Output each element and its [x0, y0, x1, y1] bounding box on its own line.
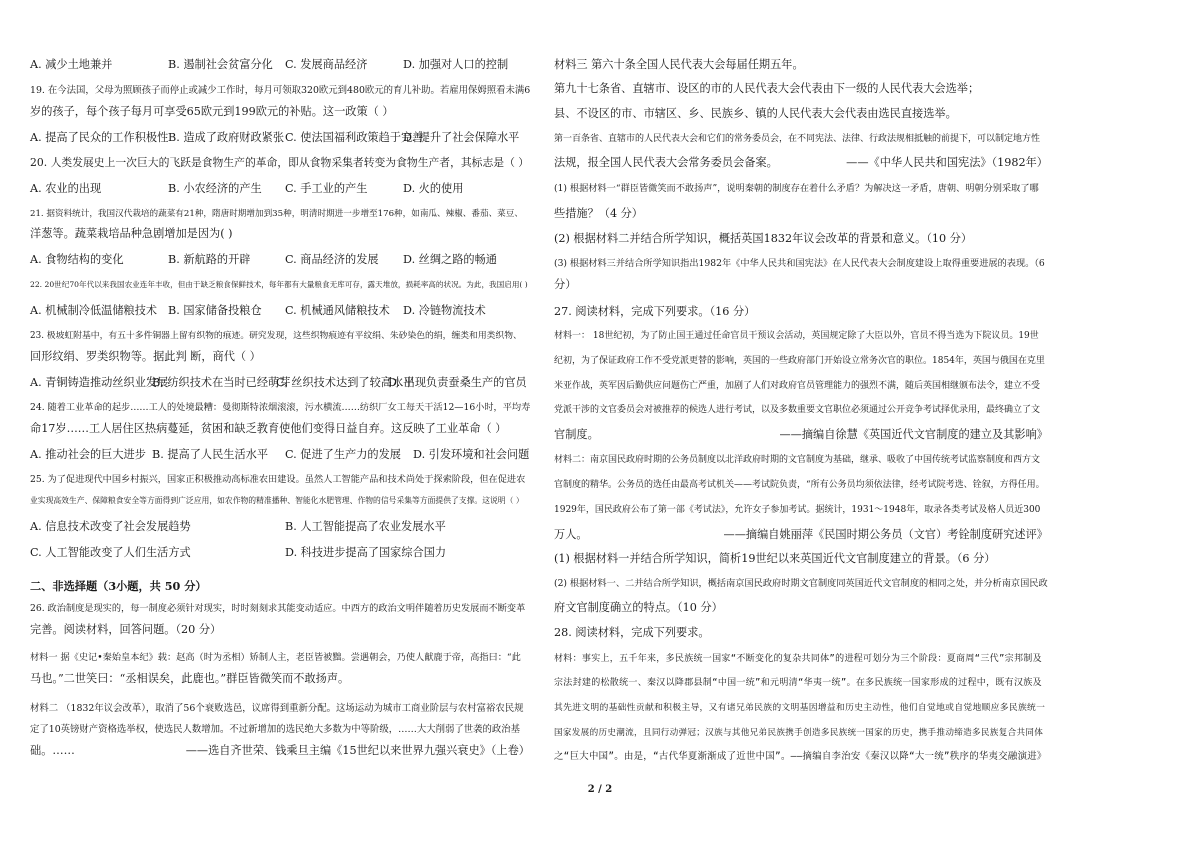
q25-option-a: A. 信息技术改变了社会发展趋势: [30, 520, 191, 533]
q27-material-1-line-5: 官制度。: [554, 428, 599, 441]
q24-options: [30, 448, 530, 462]
q24-option-d: D. 引发环境和社会问题: [413, 448, 530, 461]
q27-sub-2-line-1: (2) 根据材料一、二并结合所学知识，概括南京国民政府时期文官制度同英国近代文官制度的相同之处，并分析南京国民政: [554, 578, 1048, 589]
q21-line-1: 21. 据资料统计，我国汉代栽培的蔬菜有21种，隋唐时期增加到35种，明清时期进一步增至176种，如南瓜、辣椒、番茄、菜豆、: [30, 209, 523, 219]
q26-sub-3-line-2: 分）: [554, 278, 577, 291]
q26-material-2-line-1: 材料二 （1832年议会改革），取消了56个衰败选邑，议席得到重新分配。这场运动为城市工商业阶层与农村富裕农民规: [30, 703, 524, 714]
q27-material-2-line-2: 官制度的精华。公务员的选任由最高考试机关——考试院负责，“所有公务员均须依法律，经考试院考选、铨叙，方得任用。: [554, 480, 1045, 490]
q19-option-c: C. 使法国福利政策趋于完善: [285, 131, 424, 144]
q28-material-line-3: 其先进文明的基础性贡献和积极主导，又有诸兄弟民族的文明基因增益和历史主动性，他们自觉地或自觉地顺应多民族统一: [554, 703, 1046, 713]
section-2-title: 二、非选择题（3小题，共 50 分）: [30, 579, 207, 593]
q23-line-2: 回形纹绢、罗类织物等。据此判 断，商代（ ）: [30, 350, 261, 363]
q25-option-c: C. 人工智能改变了人们生活方式: [30, 546, 191, 559]
q20-option-b: B. 小农经济的产生: [168, 182, 262, 195]
q20-line: 20. 人类发展史上一次巨大的飞跃是食物生产的革命，即从食物采集者转变为食物生产者，其标志是（ ）: [30, 156, 530, 169]
q27-material-1-line-1: 材料一： 18世纪初，为了防止国王通过任命官员干预议会活动，英国规定除了大臣以外，官员不得当选为下院议员。19世: [554, 331, 1039, 341]
q19-line-1: 19. 在今法国，父母为照顾孩子而停止或减少工作时，每月可领取320欧元到480欧元的育儿补助。若雇用保姆照看未满6: [30, 85, 531, 96]
q27-material-2-line-3: 1929年，国民政府公布了第一部《考试法》，允许女子参加考试。据统计，1931～1948年，取录各类考试及格人员近300: [554, 505, 1041, 515]
q26-material-1-line-1: 材料一 据《史记•秦始皇本纪》载：赵高（时为丞相）矫制人主，老臣皆被黜。尝遇朝会，乃使人献鹿于帝，高指曰：“此: [30, 652, 521, 663]
q27-material-1-line-4: 党派干涉的文官委员会对被推荐的候选人进行考试，以及多数重要文官职位必须通过公开竞争考试择优录用，最终确立了文: [554, 405, 1041, 415]
q19-line-2: 岁的孩子，每个孩子每月可享受65欧元到199欧元的补贴。这一政策（ ）: [30, 105, 394, 118]
q23-option-c: C. 丝织技术达到了较高水平: [276, 376, 415, 389]
q25-option-d: D. 科技进步提高了国家综合国力: [285, 546, 447, 559]
q18-option-a: A. 减少土地兼并: [30, 58, 113, 71]
q18-options: [30, 58, 530, 72]
q19-option-a: A. 提高了民众的工作积极性: [30, 131, 169, 144]
q24-line-2: 命17岁……工人居住区热病蔓延，贫困和缺乏教育使他们变得日益自弃。这反映了工业革命（ ）: [30, 422, 507, 435]
q27-material-2-source: ——摘编自姚丽萍《民国时期公务员（文官）考铨制度研究述评》: [723, 528, 1048, 541]
q22-line: 22. 20世纪70年代以来我国农业连年丰收，但由于缺乏粮食保鲜技术，每年都有大量粮食无库可存，露天堆放，损耗率高的状况。为此，我国启用( ): [30, 280, 528, 289]
q26-material-2-line-2: 定了10英镑财产资格选举权，使选民人数增加。不过新增加的选民绝大多数为中等阶级，……大大削弱了世袭的政治基: [30, 724, 521, 735]
q22-option-d: D. 冷链物流技术: [403, 304, 486, 317]
q18-option-b: B. 遏制社会贫富分化: [168, 58, 273, 71]
q28-material-line-5: 之“巨大中国”。由是，“古代华夏渐渐成了近世中国”。——摘编自李治安《秦汉以降“大一统”秩序的华夷交融演进》: [554, 751, 1047, 762]
q21-line-2: 洋葱等。蔬菜栽培品种急剧增加是因为( ): [30, 227, 233, 240]
q27-sub-1: (1) 根据材料一并结合所学知识，简析19世纪以来英国近代文官制度建立的背景。（6 分）: [554, 552, 996, 565]
q19-option-b: B. 造成了政府财政紧张: [168, 131, 285, 144]
q23-option-d: D. 出现负责蚕桑生产的官员: [388, 376, 527, 389]
q22-option-a: A. 机械制冷低温储粮技术: [30, 304, 158, 317]
q23-options: [30, 376, 530, 390]
q26-sub-3-line-1: (3) 根据材料三并结合所学知识指出1982年《中华人民共和国宪法》在人民代表大会制度建设上取得重要进展的表现。（6: [554, 258, 1045, 269]
q27-title: 27. 阅读材料，完成下列要求。（16 分）: [554, 305, 756, 318]
q21-option-a: A. 食物结构的变化: [30, 253, 124, 266]
q20-options: [30, 182, 530, 196]
q20-option-a: A. 农业的出现: [30, 182, 102, 195]
q27-material-1-source: ——摘编自徐慧《英国近代文官制度的建立及其影响》: [779, 428, 1048, 441]
q26-line-1: 26. 政治制度是现实的，每一制度必须针对现实，时时刻刻求其能变动适应。中西方的政治文明伴随着历史发展而不断变革: [30, 603, 526, 614]
q27-sub-2-line-2: 府文官制度确立的特点。（10 分）: [554, 601, 723, 614]
q26-material-2-source: ——选自齐世荣、钱乘旦主编《15世纪以来世界九强兴衰史》（上卷）: [185, 744, 530, 757]
q24-option-b: B. 提高了人民生活水平: [152, 448, 269, 461]
q25-line-1: 25. 为了促进现代中国乡村振兴，国家正积极推动高标准农田建设。虽然人工智能产品和技术尚处于探索阶段，但在促进农: [30, 474, 526, 485]
q26-material-3-line-5: 法规，报全国人民代表大会常务委员会备案。: [554, 156, 778, 169]
q25-line-2: 业实现高效生产、保障粮食安全等方面得到广泛应用，如农作物的精准播种、智能化水肥管理、作物的信号采集等方面提供了支撑。这说明（ ）: [30, 496, 524, 505]
q26-sub-2: (2) 根据材料二并结合所学知识，概括英国1832年议会改革的背景和意义。（10 分）: [554, 232, 973, 245]
q27-material-2-line-4: 万人。: [554, 528, 588, 541]
q26-material-3-line-3: 县、不设区的市、市辖区、乡、民族乡、镇的人民代表大会代表由选民直接选举。: [554, 107, 957, 120]
q18-option-d: D. 加强对人口的控制: [403, 58, 509, 71]
q27-material-1-line-3: 米亚作战，英军因后勤供应问题伤亡严重，加剧了人们对政府官员管理能力的强烈不满，随后英国相继颁布法令，建立不受: [554, 381, 1041, 391]
q18-option-c: C. 发展商品经济: [285, 58, 368, 71]
page-number: 2 / 2: [587, 784, 613, 795]
q21-option-b: B. 新航路的开辟: [168, 253, 251, 266]
q21-option-c: C. 商品经济的发展: [285, 253, 379, 266]
q22-option-b: B. 国家储备投粮仓: [168, 304, 262, 317]
q27-material-2-line-1: 材料二：南京国民政府时期的公务员制度以北洋政府时期的文官制度为基础，继承、吸收了中国传统考试监察制度和西方文: [554, 455, 1041, 465]
q26-sub-1-line-1: (1) 根据材料一“群臣皆微笑而不敢扬声”，说明秦朝的制度存在着什么矛盾？为解决这一矛盾，唐朝、明朝分别采取了哪: [554, 183, 1039, 194]
q21-option-d: D. 丝绸之路的畅通: [403, 253, 497, 266]
q25-option-b: B. 人工智能提高了农业发展水平: [285, 520, 446, 533]
q24-option-c: C. 促进了生产力的发展: [285, 448, 401, 461]
q20-option-c: C. 手工业的产生: [285, 182, 368, 195]
q28-title: 28. 阅读材料，完成下列要求。: [554, 626, 710, 639]
q25-options-row-2: [30, 546, 530, 560]
q20-option-d: D. 火的使用: [403, 182, 464, 195]
q27-material-1-line-2: 纪初，为了保证政府工作不受党派更替的影响，英国的一些政府部门开始设立常务次官的职位。1854年，英国与俄国在克里: [554, 356, 1045, 366]
q26-material-3-line-1: 材料三 第六十条全国人民代表大会每届任期五年。: [554, 58, 804, 71]
q22-options: [30, 304, 530, 318]
q23-option-b: B. 纺织技术在当时已经萌芽: [152, 376, 291, 389]
q23-line-1: 23. 极坡虹附基中，有五十多件铜器上留有织物的痕迹。研究发现，这些织物痕迹有平纹绢、朱砂染色的绢，缠类和用类织物、: [30, 331, 522, 341]
q19-options: [30, 131, 530, 145]
q26-sub-1-line-2: 些措施？（4 分）: [554, 207, 643, 220]
q26-material-3-line-4: 第一百条省、直辖市的人民代表大会和它们的常务委员会，在不同宪法、法律、行政法规相抵触的前提下，可以制定地方性: [554, 134, 1041, 144]
q28-material-line-1: 材料：事实上，五千年来，多民族统一国家“不断变化的复杂共同体”的进程可划分为三个阶段：夏商周“三代”宗邦制及: [554, 654, 1042, 664]
q22-option-c: C. 机械通风储粮技术: [285, 304, 390, 317]
q28-material-line-4: 国家发展的历史潮流，且同行动弹冠；汉族与其他兄弟民族携手创造多民族统一国家的历史，携手推动缔造多民族复合共同体: [554, 728, 1044, 738]
q24-line-1: 24. 随着工业革命的起步……工人的处境最糟：曼彻斯特浓烟滚滚，污水横流……纺织厂女工每天干活12—16小时，平均寿: [30, 402, 531, 413]
q24-option-a: A. 推动社会的巨大进步: [30, 448, 146, 461]
q28-material-line-2: 宗法封建的松散统一、秦汉以降郡县制“中国一统”和元明清“华夷一统”。在多民族统一国家形成的过程中，既有汉族及: [554, 678, 1042, 688]
q21-options: [30, 253, 530, 267]
q26-material-3-line-2: 第九十七条省、直辖市、设区的市的人民代表大会代表由下一级的人民代表大会选举；: [554, 82, 980, 95]
q25-options-row-1: [30, 520, 530, 534]
q26-material-1-line-2: 马也。”二世笑曰：“丞相误矣，此鹿也。”群臣皆微笑而不敢扬声。: [30, 672, 350, 685]
q26-line-2: 完善。阅读材料，回答问题。（20 分）: [30, 623, 222, 636]
q26-material-2-line-3: 础。……: [30, 744, 75, 757]
q23-option-a: A. 青铜铸造推动丝织业发展: [30, 376, 169, 389]
q19-option-d: D. 提升了社会保障水平: [403, 131, 520, 144]
q26-material-3-source: ——《中华人民共和国宪法》（1982年）: [846, 156, 1048, 169]
